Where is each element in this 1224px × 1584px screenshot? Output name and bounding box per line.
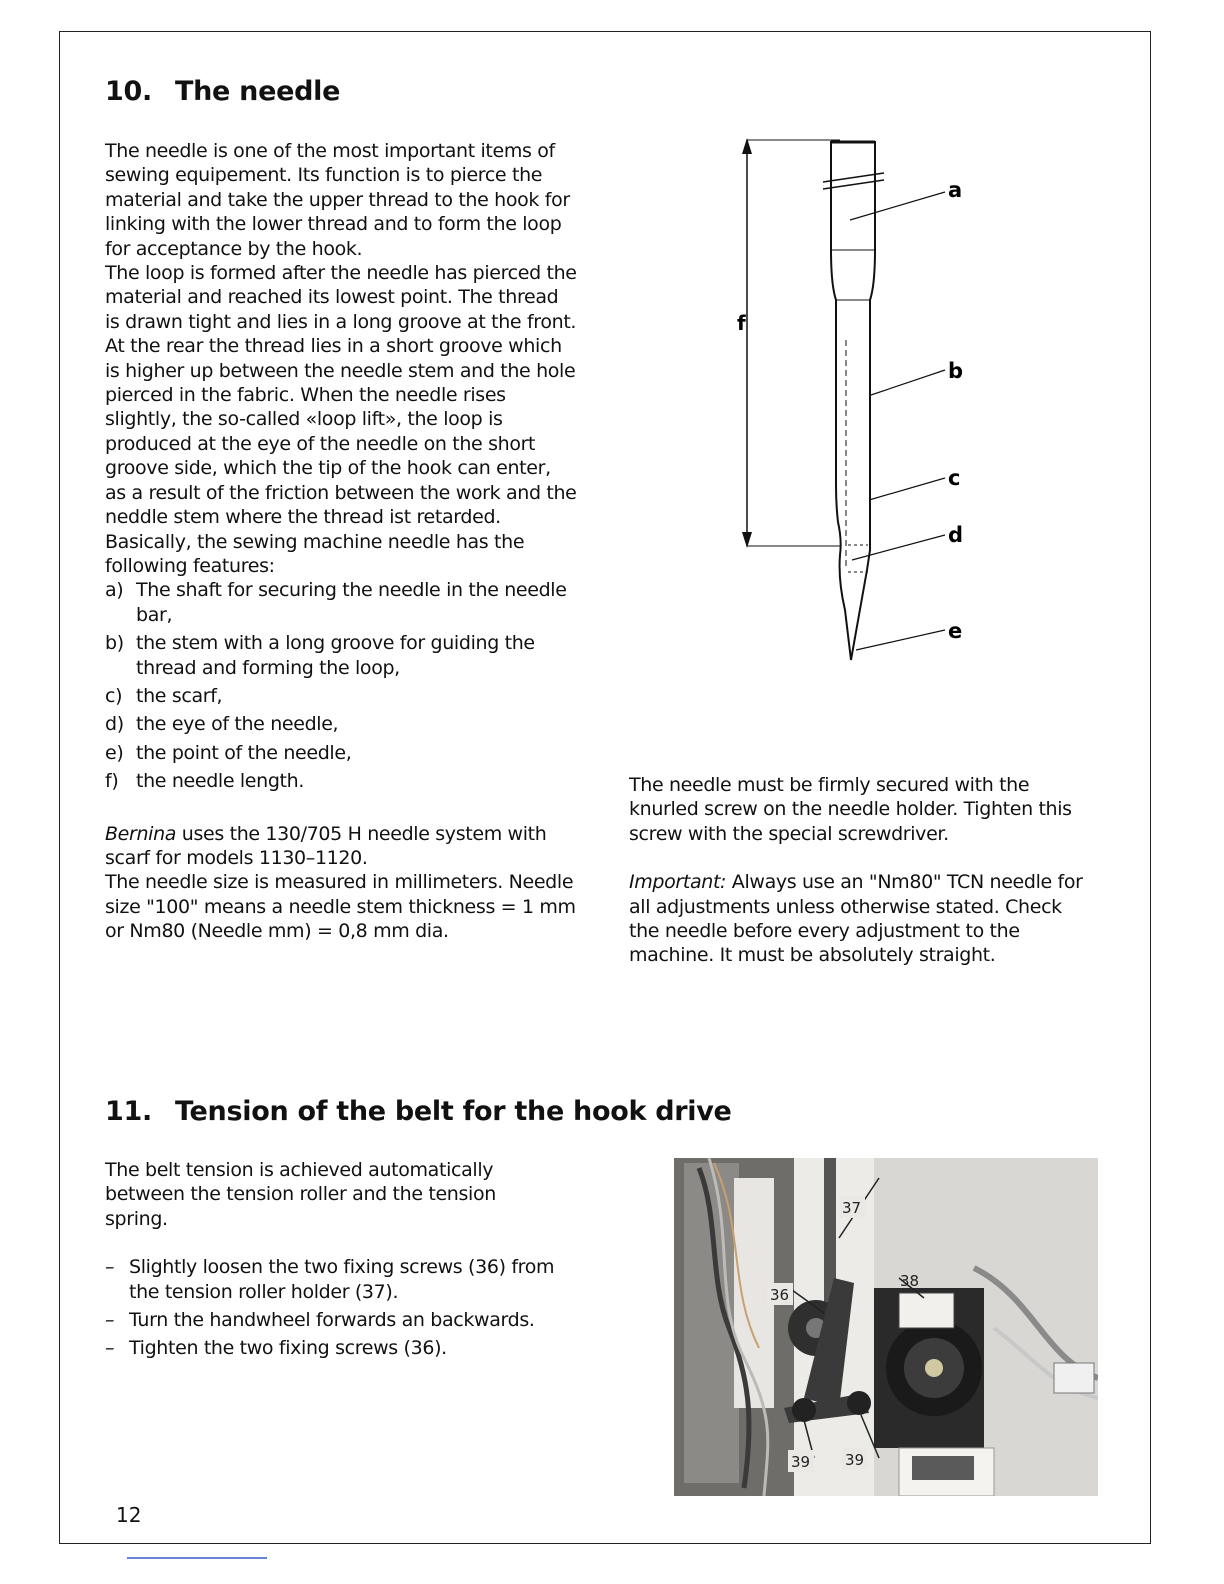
section-10-heading — [105, 76, 340, 107]
list-item-text: the stem with a long groove for guiding the thread and forming the loop, — [136, 632, 535, 679]
list-item — [105, 578, 577, 627]
list-item-label: a) — [105, 579, 124, 602]
belt-steps-list — [105, 1255, 560, 1361]
important-label: Important: — [629, 871, 727, 894]
section-10-number: 10. — [105, 76, 152, 107]
photo-label-39-left: 39 — [791, 1453, 811, 1471]
list-item-text: the point of the needle, — [136, 741, 352, 764]
list-item — [105, 1308, 560, 1332]
list-item-label: c) — [105, 684, 123, 707]
section-10-right-column — [629, 773, 1097, 968]
list-item — [105, 769, 577, 793]
hook-drive-photo — [674, 1158, 1098, 1496]
belt-tension-intro: The belt tension is achieved automatically between the tension roller and the tension spring. — [105, 1159, 496, 1230]
section-11-text — [105, 1158, 560, 1365]
label-b: b — [948, 359, 964, 383]
list-item — [105, 631, 577, 680]
list-item-text: Turn the handwheel forwards an backwards. — [129, 1309, 535, 1332]
list-item-label: – — [105, 1256, 115, 1279]
list-item — [105, 741, 577, 765]
bernina-brand: Bernina — [105, 822, 177, 845]
needle-diagram — [730, 130, 980, 670]
list-item-text: Tighten the two fixing screws (36). — [129, 1337, 447, 1360]
photo-label-37: 37 — [842, 1199, 862, 1217]
list-item-label: b) — [105, 632, 124, 655]
section-11-number: 11. — [105, 1096, 152, 1127]
bernina-paragraph — [105, 822, 577, 871]
list-item-text: the needle length. — [136, 770, 305, 793]
label-e: e — [948, 619, 963, 643]
list-item-label: e) — [105, 741, 124, 764]
bernina-text: uses the 130/705 H needle system with scarf for models 1130–1120. — [105, 822, 547, 869]
features-intro-paragraph: Basically, the sewing machine needle has the following features: — [105, 530, 525, 577]
section-10-title: The needle — [175, 76, 341, 107]
section-11-title: Tension of the belt for the hook drive — [175, 1096, 732, 1127]
list-item — [105, 1336, 560, 1360]
photo-label-38: 38 — [900, 1272, 920, 1290]
list-item-text: Slightly loosen the two fixing screws (36) from the tension roller holder (37). — [129, 1256, 555, 1303]
loop-paragraph: The loop is formed after the needle has pierced the material and reached its lowest point. The thread is drawn tight and lies in a long groove at the front. At the rear the thread lies in a short groove which is higher up between the needle stem and the hole pierced in the fabric. When the needle rises slightly, the so-called «loop lift», the loop is produced at the eye of the needle on the short groove side, which the tip of the hook can enter, as a result of the friction between the work and the neddle stem where the thread ist retarded. — [105, 262, 577, 529]
photo-label-39-right: 39 — [845, 1451, 865, 1469]
needle-intro-paragraph: The needle is one of the most important items of sewing equipement. Its function is to pierce the material and take the upper thread to the hook for linking with the lower thread and to form the loop for acceptance by the hook. — [105, 140, 570, 260]
secure-needle-paragraph: The needle must be firmly secured with the knurled screw on the needle holder. Tighten this screw with the special screwdriver. — [629, 774, 1072, 845]
list-item — [105, 712, 577, 736]
important-text: Always use an "Nm80" TCN needle for all adjustments unless otherwise stated. Check the needle before every adjustment to the machine. It must be absolutely straight. — [629, 871, 1083, 967]
list-item-text: the eye of the needle, — [136, 713, 339, 736]
list-item-text: The shaft for securing the needle in the needle bar, — [136, 579, 567, 626]
section-10-left-column — [105, 139, 577, 944]
needle-features-list — [105, 578, 577, 793]
important-paragraph — [629, 870, 1097, 968]
list-item-label: – — [105, 1337, 115, 1360]
label-f: f — [737, 311, 746, 335]
section-11-heading — [105, 1096, 732, 1127]
list-item-text: the scarf, — [136, 684, 223, 707]
needle-size-paragraph: The needle size is measured in millimeters. Needle size "100" means a needle stem thickness = 1 mm or Nm80 (Needle mm) = 0,8 mm dia. — [105, 871, 576, 943]
list-item — [105, 684, 577, 708]
list-item-label: f) — [105, 770, 119, 793]
list-item-label: d) — [105, 713, 124, 736]
bottom-link-bar — [127, 1557, 267, 1559]
label-d: d — [948, 523, 964, 547]
page-number: 12 — [116, 1503, 142, 1527]
list-item-label: – — [105, 1309, 115, 1332]
label-a: a — [948, 178, 963, 202]
label-c: c — [948, 466, 961, 490]
photo-label-36: 36 — [770, 1286, 790, 1304]
list-item — [105, 1255, 560, 1304]
